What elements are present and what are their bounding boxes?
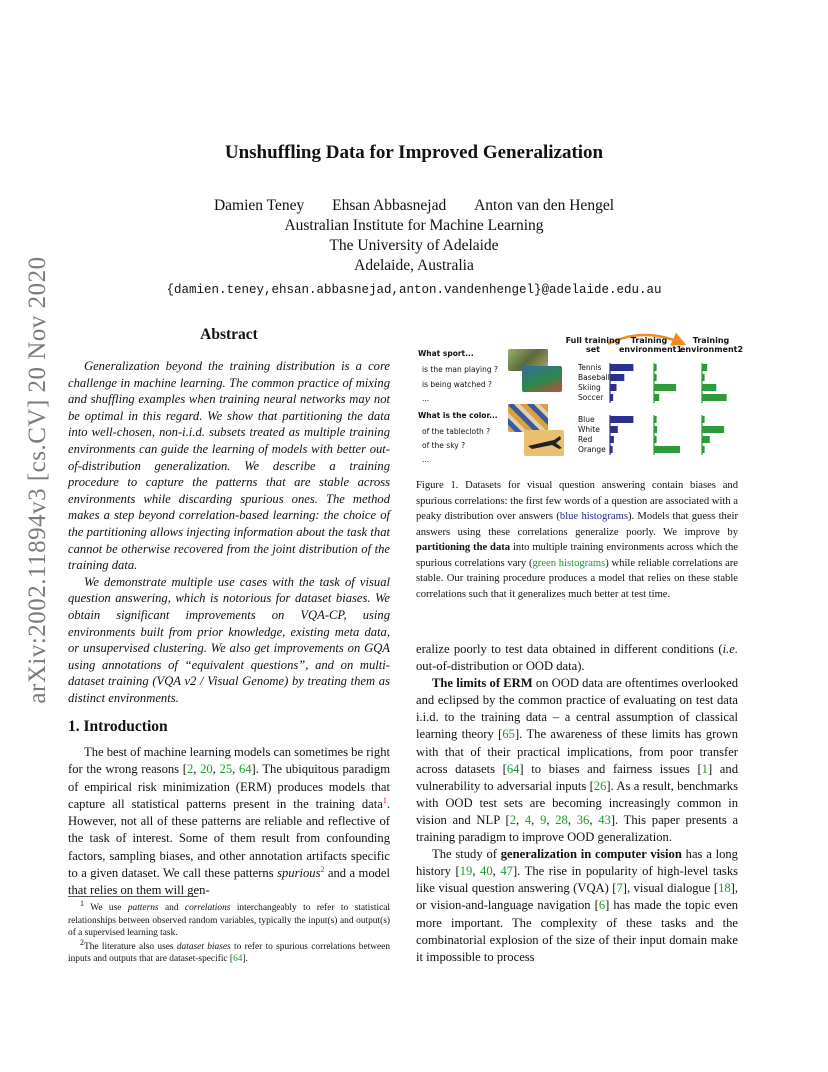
- citation-link[interactable]: 28: [555, 812, 568, 827]
- right-paragraph-1: eralize poorly to test data obtained in different conditions (i.e. out-of-distribution or OOD data).: [416, 642, 738, 674]
- question-ellipsis: ...: [422, 394, 430, 403]
- header-full-training-set: Full training set: [565, 336, 621, 354]
- citation-link[interactable]: 6: [598, 898, 606, 913]
- histogram-bar: [610, 426, 618, 433]
- citation-link[interactable]: 18: [718, 881, 731, 896]
- citation-link[interactable]: 64: [238, 762, 252, 777]
- citation-link[interactable]: 7: [616, 881, 623, 896]
- answer-label: Baseball: [578, 373, 610, 382]
- figure-1: [416, 332, 746, 462]
- answer-label: Skiing: [578, 383, 601, 392]
- arxiv-identifier: [18, 256, 58, 704]
- citation-link[interactable]: 19: [459, 864, 473, 879]
- footnote-1: $^1$ We use patterns and correlations interchangeably to refer to statistical relationships between observed random variables, typically the input(s) and output(s) of a supervised learning task.: [68, 898, 390, 938]
- citation-link[interactable]: 25: [219, 762, 233, 777]
- question-suffix: is being watched ?: [422, 380, 493, 389]
- citation-link[interactable]: 43: [598, 812, 611, 827]
- affiliation-line-3: Adelaide, Australia: [354, 257, 474, 274]
- right-paragraph-2: The limits of ERM on OOD data are oftentimes overlooked and eclipsed by the common practice of evaluating on test data i.i.d. to the training data – a central assumption of classical learning theory [65]. The awareness of these limits has grown with that of their practical implications, from poor transfer across datasets [64] to biases and fairness issues [1] and vulnerability to adversarial inputs [26]. As a result, benchmarks with OOD test sets are becoming increasingly common in vision and NLP [2, 4, 9, 28, 36, 43]. This paper presents a training paradigm to improve OOD generalization.: [416, 676, 739, 845]
- footnote-marker-2[interactable]: 2: [320, 864, 325, 874]
- citation-link[interactable]: 1: [701, 761, 708, 776]
- question-suffix: is the man playing ?: [422, 365, 498, 374]
- question-prefix-1: What sport...: [418, 349, 474, 358]
- footnote-2: $^2$The literature also uses dataset biases to refer to spurious correlations between inputs and outputs that are dataset-specific [64].: [68, 937, 391, 964]
- author-email: {damien.teney,ehsan.abbasnejad,anton.vandenhengel}@adelaide.edu.au: [166, 283, 662, 297]
- author-block: [0, 196, 828, 300]
- citation-link[interactable]: 40: [480, 864, 493, 879]
- right-paragraph-3: The study of generalization in computer vision has a long history [19, 40, 47]. The rise in popularity of high-level tasks like visual question answering (VQA) [7], visual dialogue [18], or vision-and-language navigation [6] has made the topic even more important. The complexity of these tasks and the combinatorial explosion of the size of their input domain make it impossible to process: [416, 847, 739, 964]
- histogram-bar: [654, 364, 657, 371]
- author-1: Damien Teney: [213, 197, 305, 214]
- histogram-bar: [654, 384, 676, 391]
- citation-link[interactable]: 20: [200, 762, 213, 777]
- answer-label: Orange: [578, 445, 606, 454]
- histogram-bar: [654, 426, 657, 433]
- histogram-bar: [610, 394, 613, 401]
- citation-link[interactable]: 65: [502, 727, 515, 742]
- question-prefix-2: What is the color...: [418, 411, 498, 420]
- citation-link[interactable]: 64: [506, 761, 520, 776]
- histogram-bar: [702, 436, 710, 443]
- introduction-body: [68, 744, 390, 900]
- section-heading-introduction: 1. Introduction: [68, 718, 168, 735]
- answer-histograms: [416, 332, 746, 462]
- histogram-bar: [654, 416, 657, 423]
- histogram-bar: [654, 374, 657, 381]
- citation-link[interactable]: 2: [509, 812, 516, 827]
- header-environment-2: Training environment2: [680, 336, 744, 354]
- histogram-bar: [702, 446, 705, 453]
- footnotes: [68, 898, 391, 967]
- citation-link[interactable]: 2: [186, 762, 194, 777]
- histogram-bar: [702, 384, 716, 391]
- citation-link[interactable]: 9: [540, 812, 547, 827]
- citation-link[interactable]: 26: [593, 778, 607, 793]
- citation-link[interactable]: 64: [233, 954, 243, 964]
- affiliation-line-2: The University of Adelaide: [329, 237, 499, 254]
- arxiv-id-text: arXiv:2002.11894v3 [cs.CV] 20 Nov 2020: [24, 256, 51, 704]
- histogram-bar: [702, 374, 705, 381]
- histogram-bar: [702, 394, 727, 401]
- histogram-bar: [702, 416, 705, 423]
- histogram-bar: [654, 436, 657, 443]
- affiliation-line-1: Australian Institute for Machine Learning: [284, 217, 544, 234]
- answer-label: White: [578, 425, 600, 434]
- histogram-bar: [610, 436, 614, 443]
- author-3: Anton van den Hengel: [474, 197, 615, 214]
- histogram-bar: [610, 374, 624, 381]
- abstract-paragraph-2: We demonstrate multiple use cases with the task of visual question answering, which is notorious for dataset biases. We obtain significant improvements on VQA-CP, using environments built from prior knowledge, existing meta data, or unsupervised clustering. We also get improvements on GQA using annotations of “equivalent questions”, and on multi-dataset training (VQA v2 / Visual Genome) by treating them as distinct environments.: [68, 574, 390, 705]
- author-names: [0, 196, 828, 216]
- citation-link[interactable]: 47: [500, 864, 513, 879]
- footnote-marker-1[interactable]: 1: [382, 795, 387, 805]
- histogram-bar: [610, 364, 633, 371]
- question-ellipsis: ...: [422, 455, 430, 464]
- citation-link[interactable]: 36: [576, 812, 590, 827]
- answer-label: Blue: [578, 415, 595, 424]
- author-2: Ehsan Abbasnejad: [332, 197, 447, 214]
- abstract-paragraph-1: Generalization beyond the training distribution is a core challenge in machine learning. The common practice of mixing and shuffling examples when training neural networks may not be optimal in this regard. We show that partitioning the data into well-chosen, non-i.i.d. subsets treated as multiple training environments can guide the learning of models with better out-of-distribution generalization. We describe a training procedure to capture the patterns that are stable across environments while discarding spurious ones. The method makes a step beyond correlation-based learning: the choice of the partitioning allows injecting information about the task that cannot be otherwise recovered from the joint distribution of the training data.: [68, 359, 390, 573]
- abstract-heading: Abstract: [200, 326, 258, 343]
- footnote-divider: [68, 896, 198, 897]
- answer-label: Tennis: [578, 363, 602, 372]
- histogram-bar: [654, 394, 659, 401]
- citation-link[interactable]: 4: [524, 812, 532, 827]
- histogram-bar: [702, 364, 707, 371]
- abstract-body: [68, 358, 390, 706]
- figure-1-caption: Figure 1. Datasets for visual question answering contain biases and spurious correlations: the first few words of a question are associated with a peaky distribution over answers (blue histograms). Models that guess their answers using these correlations generalize poorly. We improve by partitioning the data into multiple training environments across which the spurious correlations vary (green histograms) while reliable correlations are stable. Our training procedure produces a model that relies on these stable correlations such that it generalizes much better at test time.: [416, 480, 738, 600]
- answer-label: Soccer: [578, 393, 604, 402]
- histogram-bar: [654, 446, 680, 453]
- histogram-bar: [610, 384, 617, 391]
- histogram-bar: [610, 416, 633, 423]
- histogram-bar: [610, 446, 613, 453]
- question-suffix: of the tablecloth ?: [422, 427, 491, 436]
- answer-label: Red: [578, 435, 593, 444]
- header-environment-1: Training environment1: [619, 336, 683, 354]
- question-suffix: of the sky ?: [422, 441, 466, 450]
- right-column-body: [416, 641, 738, 966]
- histogram-bar: [702, 426, 724, 433]
- intro-paragraph-1: The best of machine learning models can sometimes be right for the wrong reasons [2, 20, 25, 64]. The ubiquitous paradigm of empirical risk minimization (ERM) produces models that capture all statistical patterns present in the training data$^1$. However, not all of these patterns are reliable and reflective of the task of interest. Some of them result from confounding factors, sampling biases, and other annotation artifacts specific to a given dataset. We call these patterns spurious$^2$ and a model that relies on them will gen-: [68, 745, 391, 898]
- paper-title: Unshuffling Data for Improved Generalization: [224, 142, 604, 163]
